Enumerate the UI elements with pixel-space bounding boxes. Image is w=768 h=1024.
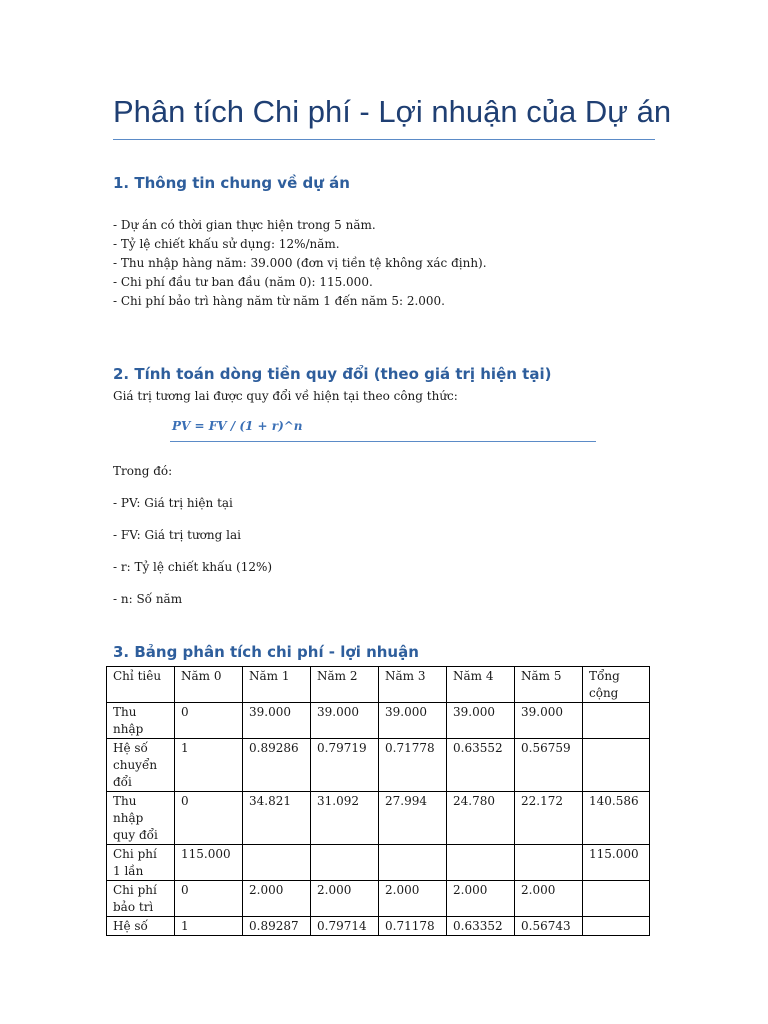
table-cell: Hệ số chuyển đổi <box>107 739 175 792</box>
section-3-heading: 3. Bảng phân tích chi phí - lợi nhuận <box>113 643 419 661</box>
table-cell: 1 <box>175 739 243 792</box>
table-cell: 115.000 <box>175 845 243 881</box>
table-cell <box>311 845 379 881</box>
table-cell: 0.56743 <box>515 917 583 936</box>
cost-benefit-table <box>106 666 650 936</box>
definition-line: - FV: Giá trị tương lai <box>113 528 241 542</box>
table-cell: 39.000 <box>515 703 583 739</box>
table-cell: 22.172 <box>515 792 583 845</box>
table-cell: 2.000 <box>379 881 447 917</box>
info-line: - Tỷ lệ chiết khấu sử dụng: 12%/năm. <box>113 237 340 251</box>
section-1-heading: 1. Thông tin chung về dự án <box>113 174 350 192</box>
table-cell: 0.56759 <box>515 739 583 792</box>
table-cell <box>583 703 650 739</box>
header-cell: Năm 2 <box>311 667 379 703</box>
table-cell: 0.79719 <box>311 739 379 792</box>
definition-line: - PV: Giá trị hiện tại <box>113 496 233 510</box>
table-cell: Chi phí bảo trì <box>107 881 175 917</box>
table-cell: Thu nhập quy đổi <box>107 792 175 845</box>
formula-divider <box>170 441 596 442</box>
table-cell: 115.000 <box>583 845 650 881</box>
table-cell: 0 <box>175 881 243 917</box>
table-cell: Hệ số <box>107 917 175 936</box>
table-cell: Chi phí 1 lần <box>107 845 175 881</box>
table-cell: 2.000 <box>311 881 379 917</box>
definition-line: - n: Số năm <box>113 592 183 606</box>
table-cell: 39.000 <box>379 703 447 739</box>
table-cell <box>447 845 515 881</box>
table-cell <box>515 845 583 881</box>
table-cell: 0.63352 <box>447 917 515 936</box>
info-line: - Thu nhập hàng năm: 39.000 (đơn vị tiền tệ không xác định). <box>113 256 487 270</box>
table-cell: 2.000 <box>515 881 583 917</box>
table-cell: 27.994 <box>379 792 447 845</box>
table-cell: 0 <box>175 703 243 739</box>
table-cell: 39.000 <box>243 703 311 739</box>
table-cell <box>243 845 311 881</box>
table-cell: 39.000 <box>311 703 379 739</box>
formula-intro: Giá trị tương lai được quy đổi về hiện tại theo công thức: <box>113 389 458 403</box>
table-cell: 0.63552 <box>447 739 515 792</box>
table-cell <box>583 739 650 792</box>
table-cell <box>379 845 447 881</box>
table-cell: Thu nhập <box>107 703 175 739</box>
table-cell: 0.89286 <box>243 739 311 792</box>
table-row <box>107 792 650 845</box>
table-cell: 2.000 <box>243 881 311 917</box>
table-cell: 0 <box>175 792 243 845</box>
table-row <box>107 739 650 792</box>
table-cell: 0.89287 <box>243 917 311 936</box>
table-row <box>107 881 650 917</box>
table-cell: 0.79714 <box>311 917 379 936</box>
table-cell: 0.71178 <box>379 917 447 936</box>
table-row <box>107 917 650 936</box>
header-cell: Năm 4 <box>447 667 515 703</box>
page-title: Phân tích Chi phí - Lợi nhuận của Dự án <box>113 94 672 129</box>
table-cell: 1 <box>175 917 243 936</box>
table-cell: 34.821 <box>243 792 311 845</box>
title-divider <box>113 139 655 140</box>
definition-line: - r: Tỷ lệ chiết khấu (12%) <box>113 560 273 574</box>
table-cell: 0.71778 <box>379 739 447 792</box>
table-header-row <box>107 667 650 703</box>
header-cell: Chỉ tiêu <box>107 667 175 703</box>
table-row <box>107 845 650 881</box>
header-cell: Tổng cộng <box>583 667 650 703</box>
section-2-heading: 2. Tính toán dòng tiền quy đổi (theo giá trị hiện tại) <box>113 365 552 383</box>
table-row <box>107 703 650 739</box>
table-cell <box>583 881 650 917</box>
where-label: Trong đó: <box>113 464 173 478</box>
header-cell: Năm 5 <box>515 667 583 703</box>
header-cell: Năm 1 <box>243 667 311 703</box>
table-cell: 39.000 <box>447 703 515 739</box>
table-cell: 31.092 <box>311 792 379 845</box>
table-cell <box>583 917 650 936</box>
table-cell: 2.000 <box>447 881 515 917</box>
info-line: - Dự án có thời gian thực hiện trong 5 năm. <box>113 218 376 232</box>
pv-formula: PV = FV / (1 + r)^n <box>172 419 303 433</box>
info-line: - Chi phí đầu tư ban đầu (năm 0): 115.000. <box>113 275 373 289</box>
info-line: - Chi phí bảo trì hàng năm từ năm 1 đến năm 5: 2.000. <box>113 294 445 308</box>
table-cell: 140.586 <box>583 792 650 845</box>
header-cell: Năm 3 <box>379 667 447 703</box>
table-cell: 24.780 <box>447 792 515 845</box>
header-cell: Năm 0 <box>175 667 243 703</box>
